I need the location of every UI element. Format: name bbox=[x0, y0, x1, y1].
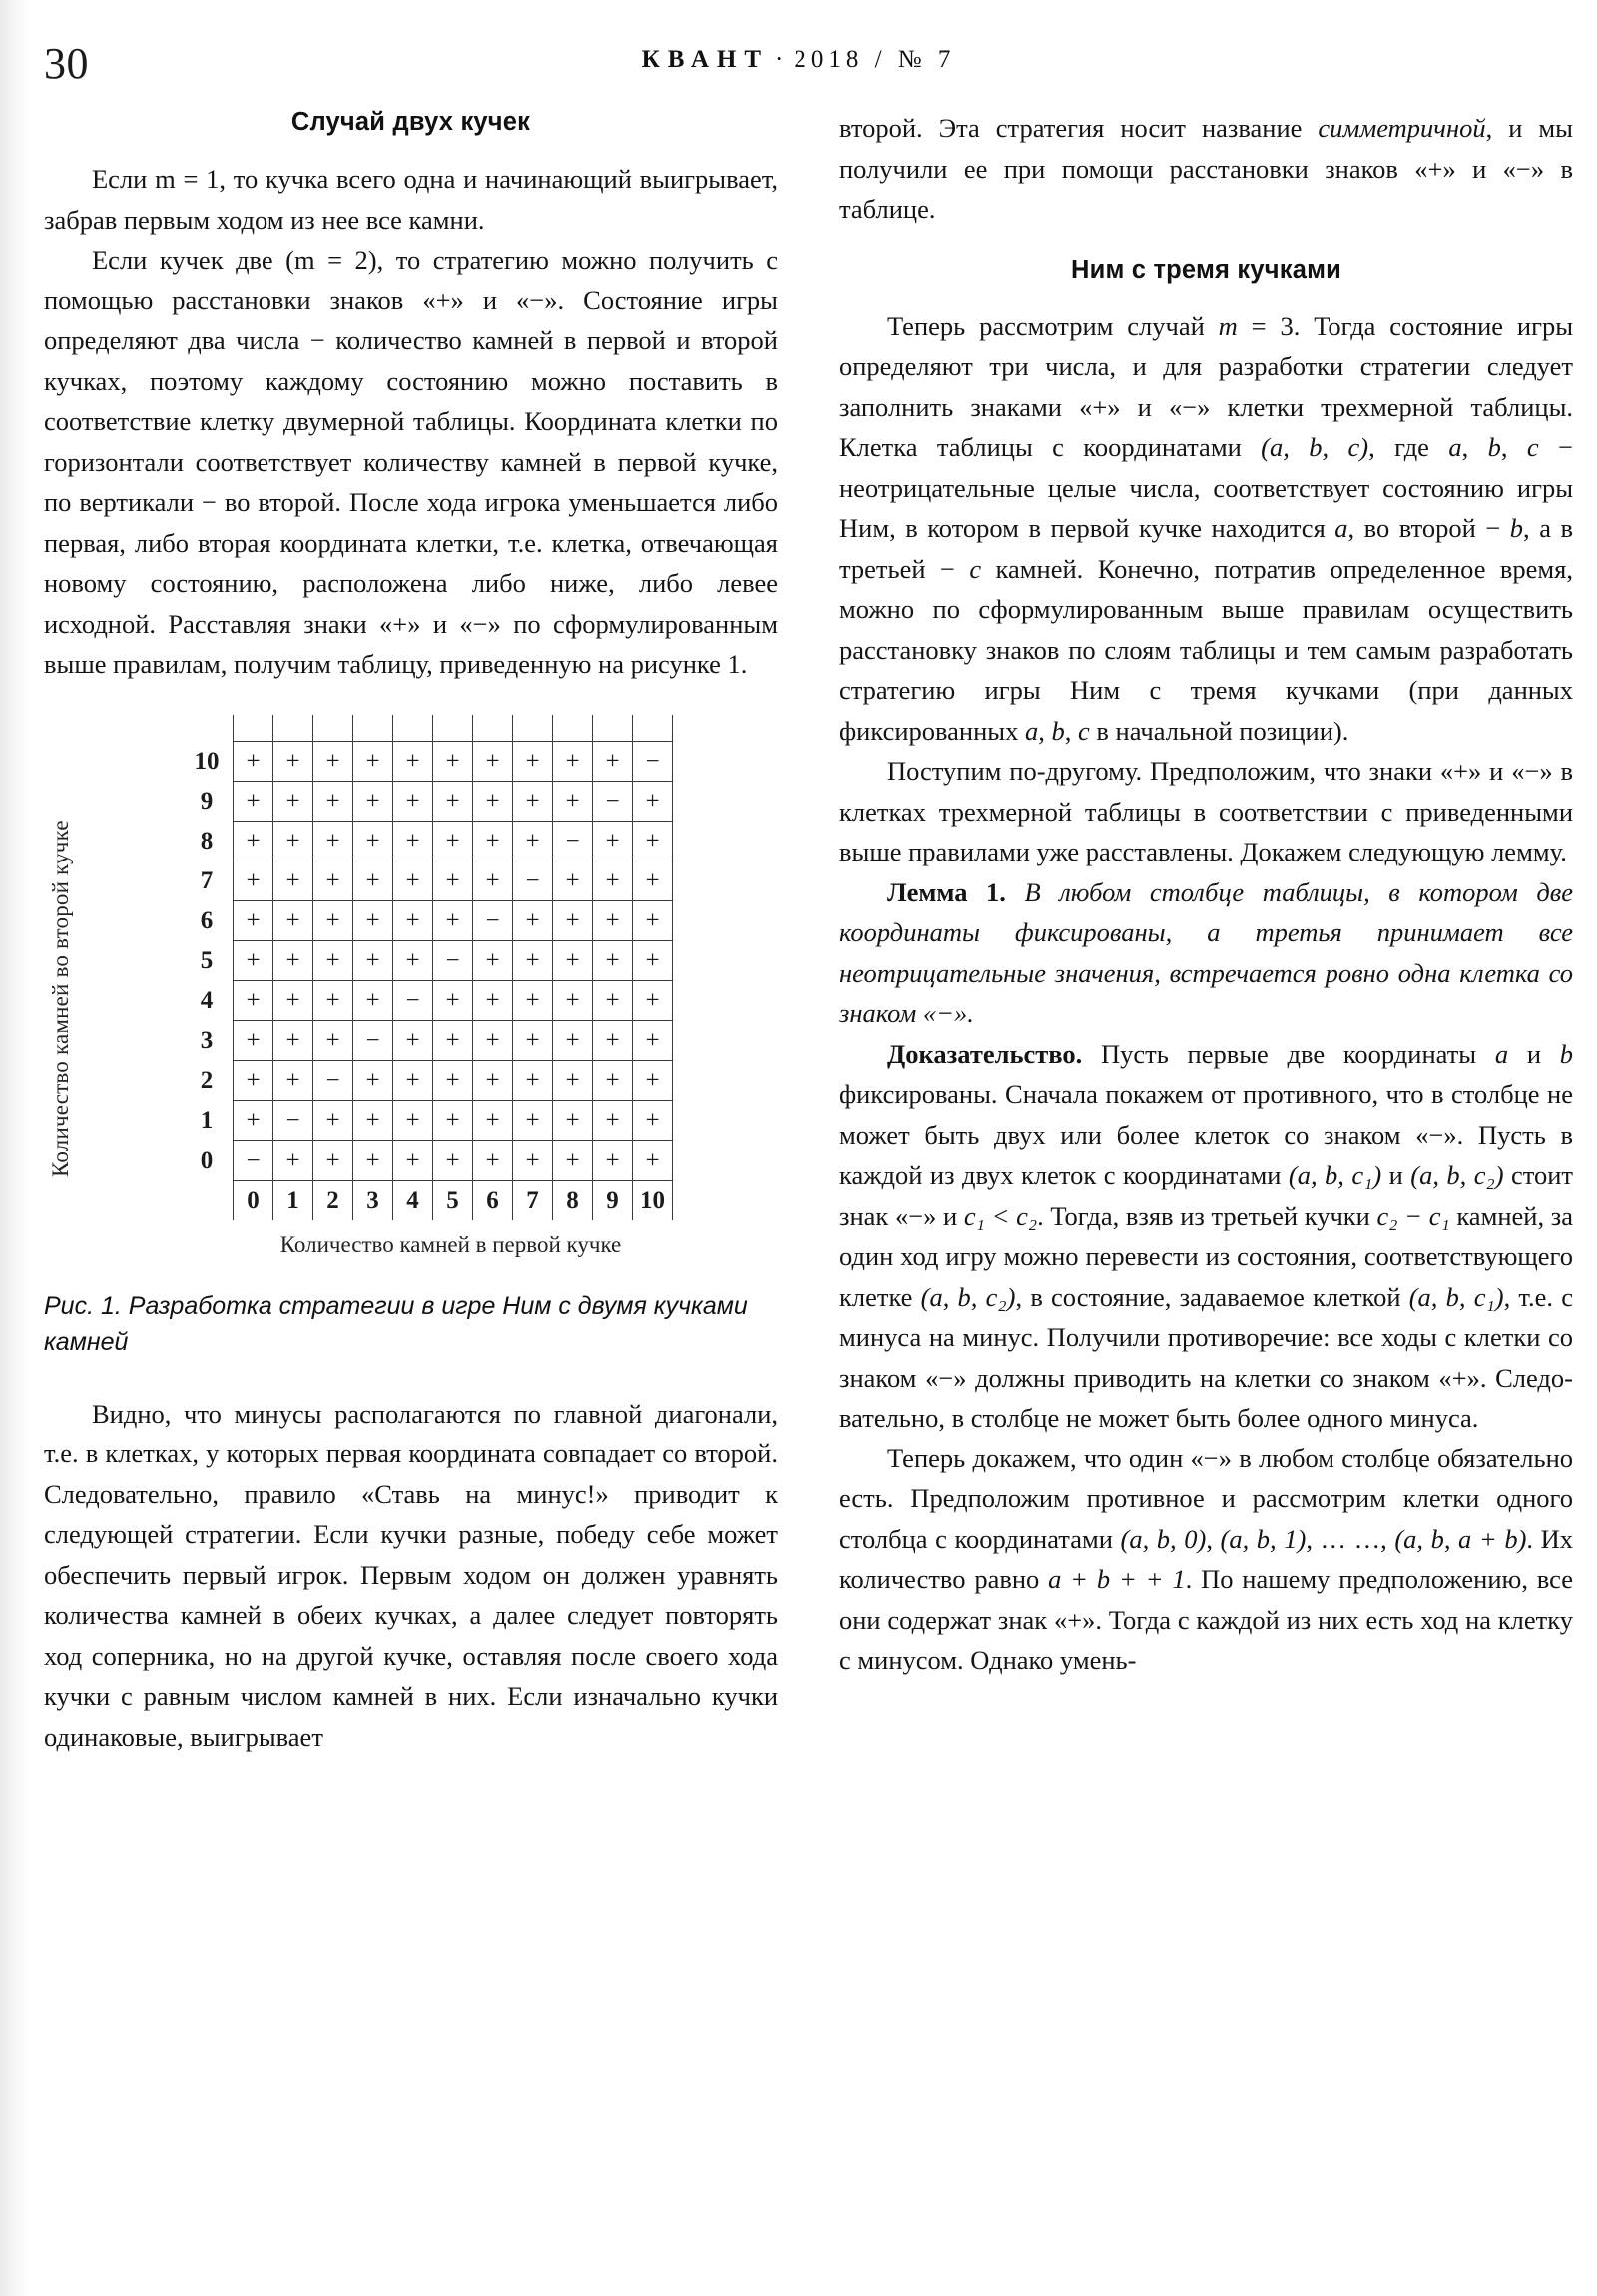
nim-row-header-5: 5 bbox=[181, 940, 234, 980]
nim-cell-plus: + bbox=[473, 781, 513, 821]
nim-grid-column-header-row bbox=[181, 1180, 673, 1220]
nim-cell-plus: + bbox=[433, 1020, 473, 1060]
nim-cell-plus: + bbox=[393, 821, 433, 861]
nim-cell-plus: + bbox=[313, 940, 353, 980]
nim-grid-stub-cell bbox=[433, 715, 473, 742]
nim-cell-plus: + bbox=[553, 900, 593, 940]
lemma-statement: В любом столбце таблицы, в котором две координаты фиксированы, а третья принимает все неотрицательные значения, встречается ровно одна клетка со знаком «−». bbox=[839, 876, 1574, 1028]
nim-column-header-0: 0 bbox=[234, 1180, 273, 1220]
nim-cell-plus: + bbox=[593, 741, 633, 781]
nim-cell-plus: + bbox=[513, 900, 553, 940]
nim-cell-plus: + bbox=[433, 980, 473, 1020]
nim-cell-plus: + bbox=[513, 1060, 553, 1100]
nim-cell-plus: + bbox=[633, 1020, 673, 1060]
nim-cell-plus: + bbox=[273, 900, 313, 940]
math-c2-minus-c1: c₂ − c₁ bbox=[1376, 1200, 1450, 1231]
nim-column-header-5: 5 bbox=[433, 1180, 473, 1220]
nim-cell-minus: − bbox=[273, 1100, 313, 1140]
nim-grid-stub-cell bbox=[353, 715, 393, 742]
section-heading-three-piles: Ним с тремя кучками bbox=[1070, 255, 1342, 284]
nim-cell-plus: + bbox=[593, 940, 633, 980]
nim-cell-plus: + bbox=[633, 1060, 673, 1100]
nim-cell-minus: − bbox=[633, 741, 673, 781]
nim-cell-plus: + bbox=[393, 1020, 433, 1060]
journal-issue: 2018 / № 7 bbox=[794, 46, 956, 73]
nim-column-header-2: 2 bbox=[313, 1180, 353, 1220]
nim-cell-plus: + bbox=[513, 1100, 553, 1140]
nim-cell-plus: + bbox=[473, 980, 513, 1020]
nim-cell-plus: + bbox=[633, 821, 673, 861]
nim-cell-plus: + bbox=[313, 821, 353, 861]
figure-spacer bbox=[44, 1360, 778, 1394]
nim-row-header-3: 3 bbox=[181, 1020, 234, 1060]
math-ab-apb: (a, b, a + b) bbox=[1394, 1523, 1527, 1554]
math-b-3: b bbox=[1051, 715, 1065, 746]
figure-y-axis-label: Количество камней во второй кучке bbox=[48, 819, 73, 1177]
math-b-2: b bbox=[1509, 513, 1524, 543]
nim-cell-plus: + bbox=[473, 1140, 513, 1180]
math-triple-abc: (a, b, c) bbox=[1261, 432, 1369, 462]
nim-row-header-4: 4 bbox=[181, 980, 234, 1020]
nim-cell-plus: + bbox=[273, 1060, 313, 1100]
nim-cell-plus: + bbox=[353, 1060, 393, 1100]
nim-cell-plus: + bbox=[313, 980, 353, 1020]
paragraph-symmetric-strategy bbox=[839, 108, 1573, 230]
nim-cell-plus: + bbox=[593, 861, 633, 900]
nim-grid-stub-cell bbox=[234, 715, 273, 742]
nim-cell-plus: + bbox=[433, 900, 473, 940]
nim-cell-plus: + bbox=[513, 781, 553, 821]
nim-cell-plus: + bbox=[553, 1020, 593, 1060]
nim-cell-minus: − bbox=[393, 980, 433, 1020]
nim-cell-plus: + bbox=[353, 1100, 393, 1140]
nim-row-header-7: 7 bbox=[181, 861, 234, 900]
nim-column-header-8: 8 bbox=[553, 1180, 593, 1220]
nim-cell-plus: + bbox=[313, 741, 353, 781]
math-m: m bbox=[1218, 310, 1238, 341]
nim-grid-stub-cell bbox=[593, 715, 633, 742]
running-head bbox=[0, 30, 1597, 90]
left-column bbox=[44, 108, 778, 1757]
nim-grid-stub-cell bbox=[393, 715, 433, 742]
nim-grid-corner bbox=[181, 1180, 234, 1220]
nim-cell-minus: − bbox=[553, 821, 593, 861]
nim-cell-plus: + bbox=[593, 1100, 633, 1140]
nim-column-header-6: 6 bbox=[473, 1180, 513, 1220]
math-c-3: c bbox=[1077, 715, 1090, 746]
nim-cell-plus: + bbox=[553, 1060, 593, 1100]
nim-row-header-1: 1 bbox=[181, 1100, 234, 1140]
math-b-4: b bbox=[1559, 1038, 1573, 1069]
nim-cell-plus: + bbox=[313, 861, 353, 900]
nim-cell-plus: + bbox=[553, 861, 593, 900]
nim-cell-plus: + bbox=[593, 980, 633, 1020]
paragraph-another-approach: Поступим по-другому. Предположим, что знаки «+» и «−» в клетках трехмерной таблицы в соответствии с приведенными выше правилами уже расставлены. Докажем следующую лемму. bbox=[839, 756, 1573, 866]
text-run-after-italic: , и мы получили ее при помощи расстановки знаков «+» и «−» в таблице. bbox=[839, 113, 1573, 224]
nim-cell-plus: + bbox=[433, 1100, 473, 1140]
nim-cell-plus: + bbox=[234, 1100, 273, 1140]
math-a-3: a bbox=[1024, 715, 1039, 746]
nim-cell-plus: + bbox=[593, 1140, 633, 1180]
nim-cell-plus: + bbox=[633, 861, 673, 900]
nim-cell-plus: + bbox=[313, 781, 353, 821]
nim-strategy-table bbox=[181, 715, 673, 1220]
nim-grid-row bbox=[181, 861, 673, 900]
nim-cell-plus: + bbox=[553, 741, 593, 781]
nim-cell-plus: + bbox=[234, 821, 273, 861]
proof-label: Доказательство. bbox=[887, 1038, 1083, 1069]
nim-cell-plus: + bbox=[513, 821, 553, 861]
nim-cell-plus: + bbox=[353, 821, 393, 861]
page-number: 30 bbox=[44, 39, 89, 88]
nim-row-header-6: 6 bbox=[181, 900, 234, 940]
nim-cell-minus: − bbox=[313, 1060, 353, 1100]
math-a-2: a bbox=[1334, 513, 1348, 543]
nim-grid-stub-cell bbox=[473, 715, 513, 742]
nim-cell-plus: + bbox=[473, 1020, 513, 1060]
nim-grid-row bbox=[181, 821, 673, 861]
nim-cell-plus: + bbox=[513, 1140, 553, 1180]
nim-cell-plus: + bbox=[273, 980, 313, 1020]
nim-cell-plus: + bbox=[433, 741, 473, 781]
nim-cell-plus: + bbox=[633, 1100, 673, 1140]
two-column-body bbox=[44, 108, 1574, 1757]
nim-cell-plus: + bbox=[393, 1140, 433, 1180]
nim-cell-plus: + bbox=[353, 741, 393, 781]
nim-cell-plus: + bbox=[513, 741, 553, 781]
nim-grid-row bbox=[181, 900, 673, 940]
math-c-2: c bbox=[969, 553, 982, 584]
nim-cell-plus: + bbox=[273, 1140, 313, 1180]
nim-cell-plus: + bbox=[593, 1060, 633, 1100]
nim-cell-plus: + bbox=[513, 980, 553, 1020]
nim-grid-row bbox=[181, 741, 673, 781]
paragraph-m-equals-one: Если m = 1, то кучка всего одна и начинающий выигрывает, забрав первым ходом из нее все камни. bbox=[44, 164, 778, 235]
nim-cell-plus: + bbox=[353, 900, 393, 940]
nim-cell-plus: + bbox=[433, 1140, 473, 1180]
nim-cell-plus: + bbox=[234, 1020, 273, 1060]
paragraph-m-equals-two: Если кучек две (m = 2), то стратегию можно получить с помощью расстановки знаков «+» и «−». Состояние игры определяют два числа − количество камней в первой и второй кучках, поэтому каждому состоянию можно поставить в соответствие клетку двумерной таблицы. Координата клетки по горизонтали соответствует количеству камней в первой кучке, по вертикали − во второй. После хода игрока уменьшается либо первая, либо вторая координата клетки, т.е. клетка, отвечающая новому состоянию, расположена либо ниже, либо левее исходной. Расставляя знаки «+» и «−» по сформулированным выше правилам, получим таблицу, приведенную на рисунке 1. bbox=[44, 245, 778, 679]
nim-column-header-1: 1 bbox=[273, 1180, 313, 1220]
nim-cell-plus: + bbox=[393, 781, 433, 821]
nim-cell-plus: + bbox=[473, 741, 513, 781]
nim-row-header-2: 2 bbox=[181, 1060, 234, 1100]
nim-cell-plus: + bbox=[234, 900, 273, 940]
nim-row-header-9: 9 bbox=[181, 781, 234, 821]
paragraph-m-equals-three: Теперь рассмотрим случай m = 3. Тогда состояние игры определяют три числа, и для разработки стратегии следует заполнить знаками «+» и «−» клетки трехмерной таблицы. Клетка таблицы с координатами (a, b, c), где a, b, c − неотрицательные целые числа, соответствует состоянию игры Ним, в котором в первой кучке находится a, во второй − b, а в третьей − c камней. Конечно, потратив определенное время, можно по сформулированным выше правилам осуществить расстановку знаков по слоям таблицы и тем самым разработать стратегию игры Ним с тремя кучками (при данных фиксированных a, b, c в начальной позиции). bbox=[839, 310, 1574, 746]
nim-cell-plus: + bbox=[473, 940, 513, 980]
figure-x-axis-label: Количество камней в первой кучке bbox=[279, 1231, 622, 1257]
nim-cell-minus: − bbox=[234, 1140, 273, 1180]
nim-row-header-10: 10 bbox=[181, 741, 234, 781]
nim-cell-plus: + bbox=[553, 980, 593, 1020]
nim-cell-plus: + bbox=[633, 980, 673, 1020]
figure-1-caption: Рис. 1. Разработка стратегии в игре Ним с двумя кучками камней bbox=[44, 1291, 748, 1356]
nim-cell-minus: − bbox=[353, 1020, 393, 1060]
nim-cell-plus: + bbox=[633, 781, 673, 821]
nim-grid-stub-cell bbox=[273, 715, 313, 742]
nim-cell-plus: + bbox=[313, 1020, 353, 1060]
nim-cell-plus: + bbox=[234, 861, 273, 900]
nim-cell-plus: + bbox=[473, 861, 513, 900]
math-abc1: (a, b, c₁) bbox=[1288, 1160, 1382, 1190]
nim-cell-plus: + bbox=[593, 821, 633, 861]
nim-cell-plus: + bbox=[513, 1020, 553, 1060]
nim-cell-plus: + bbox=[353, 980, 393, 1020]
nim-cell-minus: − bbox=[593, 781, 633, 821]
nim-cell-plus: + bbox=[593, 900, 633, 940]
masthead-separator: · bbox=[775, 46, 789, 73]
nim-column-header-4: 4 bbox=[393, 1180, 433, 1220]
nim-cell-plus: + bbox=[633, 1140, 673, 1180]
nim-grid-stub-cell bbox=[513, 715, 553, 742]
nim-column-header-10: 10 bbox=[633, 1180, 673, 1220]
paragraph-proof-part-1: Доказательство. Пусть первые две координаты a и b фиксированы. Сначала покажем от противного, что в столбце не может быть двух или более клеток со знаком «−». Пусть в каждой из двух клеток с координатами (a, b, c₁) и (a, b, c₂) стоит знак «−» и c₁ < c₂. Тогда, взяв из третьей кучки c₂ − c₁ камней, за один ход игру можно перевести из состояния, соответствующего клетке (a, b, c₂), в состояние, задаваемое клеткой (a, b, c₁), т.е. с минуса на минус. Получили противоречие: все ходы с клетки со знаком «−» должны приводить на клетки со знаком «+». Следовательно, в столбце не может быть более одного минуса. bbox=[839, 1038, 1573, 1433]
nim-cell-plus: + bbox=[473, 1100, 513, 1140]
section-heading-two-piles: Случай двух кучек bbox=[290, 108, 531, 136]
nim-cell-plus: + bbox=[273, 1020, 313, 1060]
nim-grid-row bbox=[181, 1100, 673, 1140]
nim-cell-plus: + bbox=[473, 821, 513, 861]
scan-edge-shadow bbox=[0, 0, 30, 2296]
nim-row-header-0: 0 bbox=[181, 1140, 234, 1180]
nim-cell-plus: + bbox=[273, 821, 313, 861]
nim-cell-plus: + bbox=[234, 741, 273, 781]
nim-column-header-3: 3 bbox=[353, 1180, 393, 1220]
math-ab0: (a, b, 0) bbox=[1120, 1523, 1207, 1554]
nim-cell-plus: + bbox=[313, 1140, 353, 1180]
nim-cell-plus: + bbox=[234, 980, 273, 1020]
text-run-before-italic: второй. Эта стратегия носит название bbox=[839, 113, 1319, 143]
nim-cell-plus: + bbox=[234, 1060, 273, 1100]
math-a-4: a bbox=[1494, 1038, 1509, 1069]
math-a: a bbox=[1448, 432, 1462, 462]
math-c1-lt-c2: c₁ < c₂ bbox=[963, 1200, 1038, 1231]
nim-cell-plus: + bbox=[553, 940, 593, 980]
nim-cell-plus: + bbox=[553, 1140, 593, 1180]
nim-cell-minus: − bbox=[513, 861, 553, 900]
math-abc2: (a, b, c₂) bbox=[1410, 1160, 1504, 1190]
nim-cell-plus: + bbox=[273, 741, 313, 781]
nim-cell-plus: + bbox=[593, 1020, 633, 1060]
journal-title: КВАНТ bbox=[641, 46, 769, 73]
nim-cell-plus: + bbox=[633, 900, 673, 940]
math-c: c bbox=[1526, 432, 1539, 462]
nim-cell-plus: + bbox=[633, 940, 673, 980]
nim-cell-plus: + bbox=[433, 1060, 473, 1100]
nim-cell-plus: + bbox=[473, 1060, 513, 1100]
nim-cell-plus: + bbox=[273, 940, 313, 980]
nim-grid-row bbox=[181, 781, 673, 821]
math-abc1-b: (a, b, c₁) bbox=[1408, 1281, 1504, 1312]
math-b: b bbox=[1487, 432, 1501, 462]
nim-row-header-8: 8 bbox=[181, 821, 234, 861]
nim-grid-row bbox=[181, 1020, 673, 1060]
journal-masthead bbox=[0, 46, 1597, 74]
nim-cell-plus: + bbox=[393, 861, 433, 900]
nim-grid-stub-cell bbox=[633, 715, 673, 742]
nim-cell-plus: + bbox=[273, 781, 313, 821]
figure-1 bbox=[44, 715, 778, 1360]
right-column bbox=[839, 108, 1573, 1757]
nim-cell-plus: + bbox=[353, 861, 393, 900]
nim-grid-wrapper bbox=[76, 715, 778, 1258]
nim-cell-plus: + bbox=[353, 781, 393, 821]
nim-grid-row bbox=[181, 940, 673, 980]
nim-grid-stub-row bbox=[181, 715, 673, 742]
paragraph-lemma-1 bbox=[839, 872, 1573, 1034]
lemma-label: Лемма 1. bbox=[887, 876, 1006, 907]
nim-column-header-7: 7 bbox=[513, 1180, 553, 1220]
nim-cell-plus: + bbox=[433, 781, 473, 821]
nim-cell-plus: + bbox=[234, 940, 273, 980]
nim-grid-row bbox=[181, 980, 673, 1020]
math-apbp1: a + b + + 1 bbox=[1048, 1564, 1186, 1594]
nim-cell-plus: + bbox=[393, 900, 433, 940]
nim-cell-plus: + bbox=[353, 1140, 393, 1180]
nim-cell-plus: + bbox=[393, 741, 433, 781]
paragraph-diagonal-minuses: Видно, что минусы располагаются по главной диагонали, т.е. в клетках, у которых первая координата совпадает со второй. Следовательно, правило «Ставь на минус!» приводит к следующей стратегии. Если кучки разные, победу себе может обеспечить первый игрок. Первым ходом он должен уравнять количества камней в обеих кучках, а далее следует повторять ход соперника, но на другой кучке, оставляя после своего хода кучки с равным числом камней в них. Если изначально кучки одинаковые, выигрывает bbox=[44, 1398, 778, 1752]
nim-grid-stub-cell bbox=[313, 715, 353, 742]
nim-cell-plus: + bbox=[393, 940, 433, 980]
nim-grid-row bbox=[181, 1060, 673, 1100]
figure-plot-area bbox=[44, 715, 778, 1258]
nim-cell-minus: − bbox=[433, 940, 473, 980]
nim-cell-plus: + bbox=[553, 781, 593, 821]
nim-grid-stub-cell bbox=[553, 715, 593, 742]
nim-grid-row bbox=[181, 1140, 673, 1180]
nim-cell-plus: + bbox=[513, 940, 553, 980]
nim-cell-plus: + bbox=[234, 781, 273, 821]
nim-column-header-9: 9 bbox=[593, 1180, 633, 1220]
nim-cell-plus: + bbox=[313, 900, 353, 940]
nim-cell-plus: + bbox=[393, 1060, 433, 1100]
paragraph-proof-part-2: Теперь докажем, что один «−» в любом столбце обязательно есть. Предположим противное и рассмотрим клетки одного столбца с координатами (a, b, 0), (a, b, 1), … …, (a, b, a + b). Их количество равно a + b + + 1. По нашему предположению, все они содержат знак «+». Тогда с каждой из них есть ход на клетку с минусом. Однако умень- bbox=[839, 1442, 1574, 1675]
term-symmetric: симметричной bbox=[1318, 113, 1486, 143]
nim-cell-plus: + bbox=[313, 1100, 353, 1140]
nim-cell-plus: + bbox=[553, 1100, 593, 1140]
nim-grid-corner-stub bbox=[181, 715, 234, 742]
nim-cell-minus: − bbox=[473, 900, 513, 940]
nim-cell-plus: + bbox=[433, 821, 473, 861]
nim-cell-plus: + bbox=[353, 940, 393, 980]
nim-cell-plus: + bbox=[393, 1100, 433, 1140]
math-abc2-b: (a, b, c₂) bbox=[920, 1281, 1016, 1312]
math-ab1: (a, b, 1) bbox=[1220, 1523, 1307, 1554]
nim-cell-plus: + bbox=[273, 861, 313, 900]
nim-cell-plus: + bbox=[433, 861, 473, 900]
